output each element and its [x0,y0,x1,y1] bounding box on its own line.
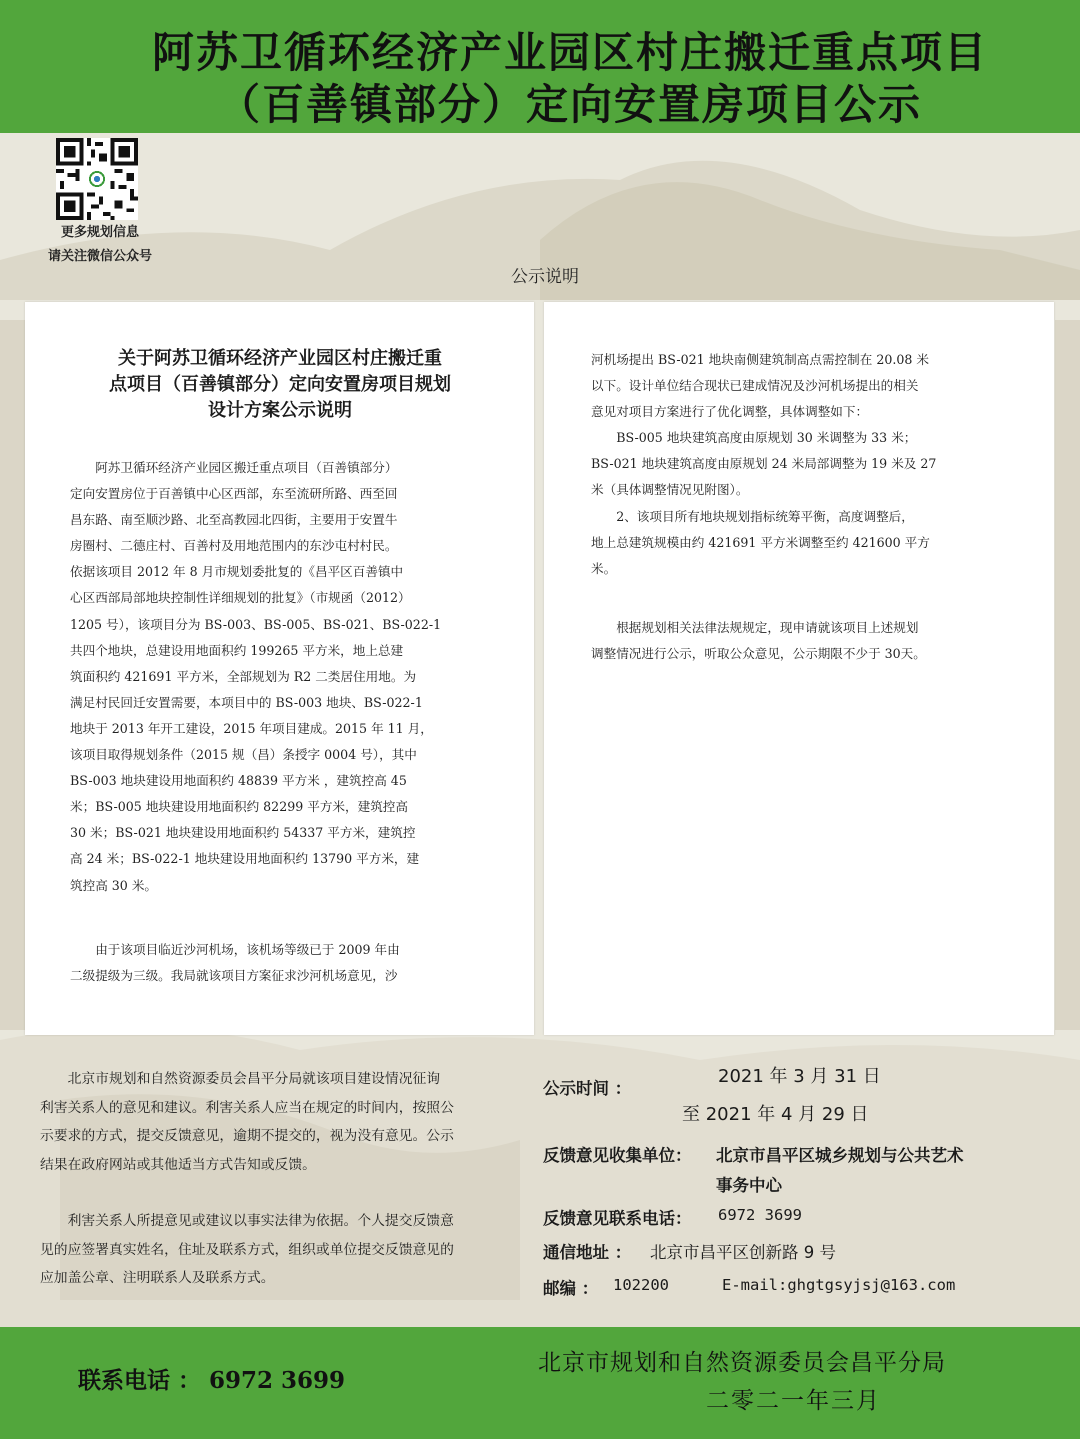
period-start: 2021 年 3 月 31 日 [718,1066,881,1087]
qr-caption-1: 更多规划信息 [60,225,139,240]
text-line: 以下。设计单位结合现状已建成情况及沙河机场提出的相关 [591,378,919,394]
paragraph-background [70,455,490,899]
paragraph-airport [70,937,490,989]
text-line: 米。 [591,560,617,576]
text-line: 2、该项目所有地块规划指标统筹平衡，高度调整后， [616,508,914,524]
footer-banner [0,1327,1080,1439]
document-panel-right [544,302,1054,1035]
period-end: 至 2021 年 4 月 29 日 [682,1104,869,1125]
text-line: 筑控高 30 米。 [70,877,158,893]
text-line: 1205 号），该项目分为 BS-003、BS-005、BS-021、BS-022-1 [70,616,442,632]
document-title-line: 关于阿苏卫循环经济产业园区村庄搬迁重 [118,348,442,369]
text-line: 调整情况进行公示，听取公众意见，公示期限不少于 30天。 [591,646,926,662]
text-line: 利害关系人的意见和建议。利害关系人应当在规定的时间内，按照公 [40,1099,454,1116]
text-line: 见的应签署真实姓名，住址及联系方式，组织或单位提交反馈意见的 [40,1241,454,1258]
footer-date: 二零二一年三月 [706,1388,881,1414]
text-line: 高 24 米；BS-022-1 地块建设用地面积约 13790 平方米，建 [70,851,420,867]
text-line: 米；BS-005 地块建设用地面积约 82299 平方米，建筑控高 [70,799,408,815]
text-line: 北京市规划和自然资源委员会昌平分局就该项目建设情况征询 [67,1071,441,1087]
text-line: 阿苏卫循环经济产业园区搬迁重点项目（百善镇部分） [95,460,398,475]
period-label: 公示时间 ： [543,1079,632,1098]
text-line: 地块于 2013 年开工建设，2015 年项目建成。2015 年 11 月， [70,720,433,736]
unit-value-line1: 北京市昌平区城乡规划与公共艺术 [716,1146,964,1165]
text-line: 意见对项目方案进行了优化调整，具体调整如下： [591,404,869,420]
text-line: 根据规划相关法律法规规定，现申请就该项目上述规划 [616,620,919,635]
text-line: BS-021 地块建筑高度由原规划 24 米局部调整为 19 米及 27 [591,456,937,472]
text-line: 地上总建筑规模由约 421691 平方米调整至约 421600 平方 [591,534,930,550]
title-line-1: 阿苏卫循环经济产业园区村庄搬迁重点项目 [151,28,988,77]
qr-caption-2: 请关注微信公众号 [47,249,152,264]
notice-paragraph-1 [40,1065,510,1179]
text-line: 河机场提出 BS-021 地块南侧建筑制高点需控制在 20.08 米 [591,352,929,367]
document-title-line: 设计方案公示说明 [208,400,352,421]
address-label: 通信地址 ： [543,1243,632,1262]
text-line: 筑面积约 421691 平方米，全部规划为 R2 二类居住用地。为 [70,668,417,684]
header-banner [0,0,1080,133]
text-line: 定向安置房位于百善镇中心区西部，东至流研所路、西至回 [70,486,398,502]
footer-organization: 北京市规划和自然资源委员会昌平分局 [538,1350,946,1376]
unit-value-line2: 事务中心 [716,1176,782,1195]
document-title-line: 点项目（百善镇部分）定向安置房项目规划 [109,374,451,395]
text-line: BS-003 地块建设用地面积约 48839 平方米 ，建筑控高 45 [70,773,407,789]
address-value: 北京市昌平区创新路 9 号 [650,1243,836,1262]
title-line-2: （百善镇部分）定向安置房项目公示 [217,80,922,129]
text-line: BS-005 地块建筑高度由原规划 30 米调整为 33 米； [616,430,917,446]
phone-label: 反馈意见联系电话： [543,1209,692,1228]
postcode-value: 102200 [613,1276,669,1294]
paragraph-publicity [591,615,1011,667]
text-line: 依据该项目 2012 年 8 月市规划委批复的《昌平区百善镇中 [70,564,404,580]
paragraph-adjustment [591,347,1011,582]
qr-code-icon [56,138,138,220]
email-value: E-mail:ghgtgsyjsj@163.com [722,1276,956,1294]
text-line: 心区西部局部地块控制性详细规划的批复》（市规函（2012） [70,590,411,606]
text-line: 该项目取得规划条件（2015 规（昌）条授字 0004 号），其中 [70,747,417,763]
postcode-label: 邮编 ： [543,1279,599,1298]
section-title: 公示说明 [511,267,579,287]
text-line: 结果在政府网站或其他适当方式告知或反馈。 [40,1156,316,1173]
text-line: 由于该项目临近沙河机场，该机场等级已于 2009 年由 [95,942,400,957]
notice-paragraph-2 [40,1207,510,1293]
text-line: 二级提级为三级。我局就该项目方案征求沙河机场意见，沙 [70,968,398,984]
text-line: 示要求的方式，提交反馈意见，逾期不提交的，视为没有意见。公示 [40,1128,454,1145]
text-line: 房圈村、二德庄村、百善村及用地范围内的东沙屯村村民。 [70,538,398,554]
text-line: 利害关系人所提意见或建议以事实法律为依据。个人提交反馈意 [67,1213,454,1229]
document-title [65,346,495,424]
unit-label: 反馈意见收集单位： [543,1146,692,1165]
footer-phone: 联系电话 ： 6972 3699 [78,1367,346,1394]
text-line: 昌东路、南至顺沙路、北至高教园北四街，主要用于安置牛 [70,512,398,528]
text-line: 共四个地块，总建设用地面积约 199265 平方米，地上总建 [70,642,404,658]
text-line: 米（具体调整情况见附图）。 [591,482,749,498]
phone-value: 6972 3699 [718,1206,802,1224]
document-panel-left [25,302,534,1035]
text-line: 应加盖公章、注明联系人及联系方式。 [40,1270,275,1287]
text-line: 30 米；BS-021 地块建设用地面积约 54337 平方米，建筑控 [70,825,416,841]
text-line: 满足村民回迁安置需要，本项目中的 BS-003 地块、BS-022-1 [70,694,423,710]
